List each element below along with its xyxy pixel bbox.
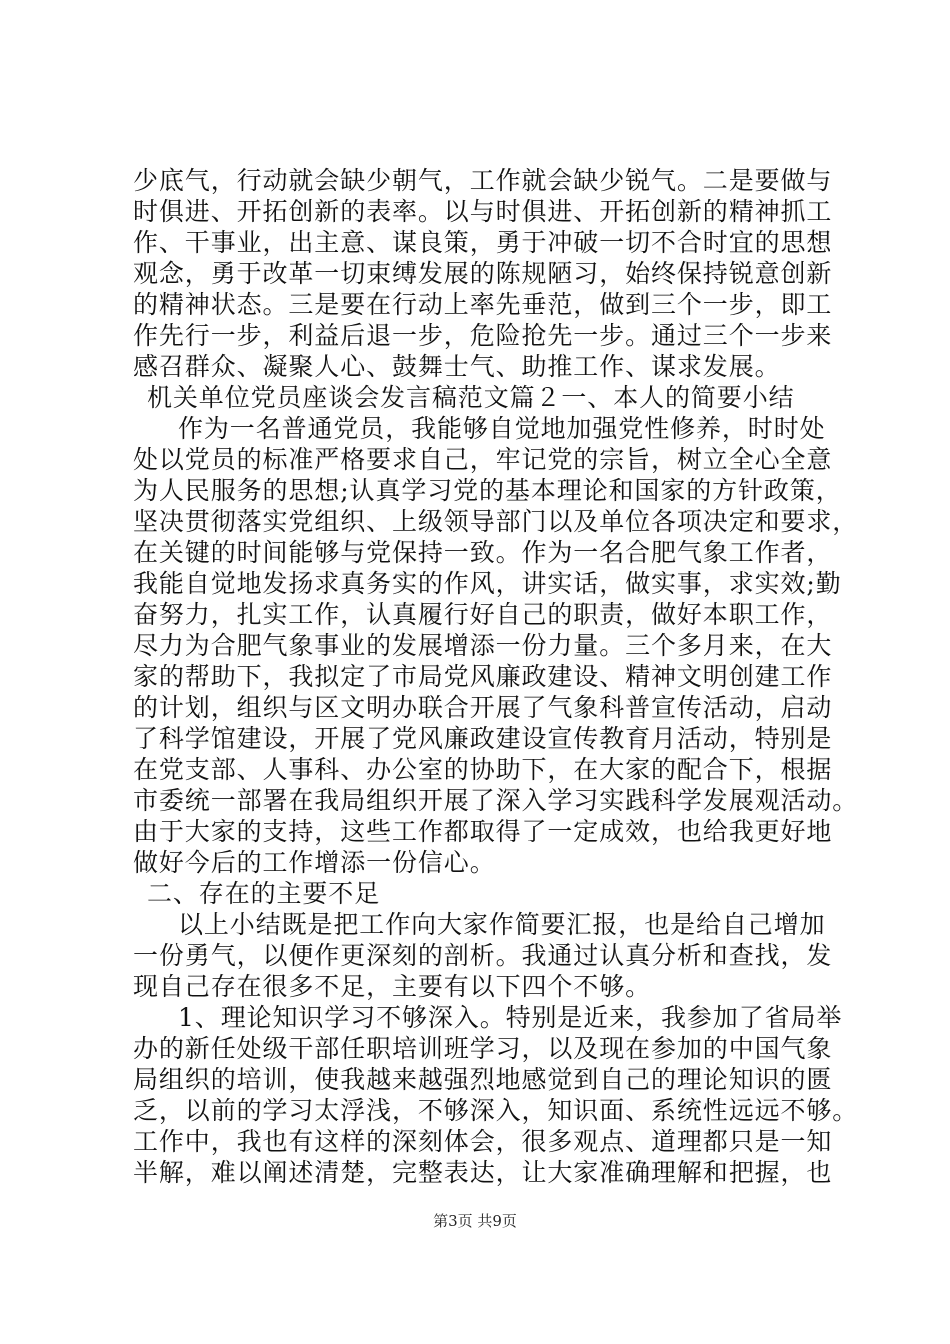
text-line: 市委统一部署在我局组织开展了深入学习实践科学发展观活动。 [133, 786, 859, 815]
text-line: 尽力为合肥气象事业的发展增添一份力量。三个多月来，在大 [133, 631, 833, 660]
document-body [133, 165, 859, 1188]
text-line: 感召群众、凝聚人心、鼓舞士气、助推工作、谋求发展。 [133, 352, 781, 381]
section-heading-line: 机关单位党员座谈会发言稿范文篇２一、本人的简要小结 [147, 383, 795, 412]
text-line: 少底气，行动就会缺少朝气，工作就会缺少锐气。二是要做与 [133, 166, 833, 195]
paragraph-first-line: 作为一名普通党员，我能够自觉地加强党性修养，时时处 [178, 414, 826, 443]
text-line: 坚决贯彻落实党组织、上级领导部门以及单位各项决定和要求， [133, 507, 859, 536]
text-line: 处以党员的标准严格要求自己，牢记党的宗旨，树立全心全意 [133, 445, 833, 474]
text-line: 由于大家的支持，这些工作都取得了一定成效，也给我更好地 [133, 817, 833, 846]
text-line: 奋努力，扎实工作，认真履行好自己的职责，做好本职工作， [133, 600, 833, 629]
text-line: 现自己存在很多不足，主要有以下四个不够。 [133, 972, 652, 1001]
text-line: 了科学馆建设，开展了党风廉政建设宣传教育月活动，特别是 [133, 724, 833, 753]
text-line: 工作中，我也有这样的深刻体会，很多观点、道理都只是一知 [133, 1127, 833, 1156]
page-footer [0, 1210, 950, 1231]
page-number-label: 第3页 共9页 [433, 1212, 517, 1230]
text-line: 我能自觉地发扬求真务实的作风，讲实话，做实事，求实效;勤 [133, 569, 842, 598]
text-line: 在关键的时间能够与党保持一致。作为一名合肥气象工作者， [133, 538, 833, 567]
text-line: 作、干事业，出主意、谋良策，勇于冲破一切不合时宜的思想 [133, 228, 833, 257]
paragraph-first-line: 1、理论知识学习不够深入。特别是近来，我参加了省局举 [178, 1003, 843, 1032]
text-line: 半解，难以阐述清楚，完整表达，让大家准确理解和把握，也 [133, 1158, 833, 1187]
text-line: 观念，勇于改革一切束缚发展的陈规陋习，始终保持锐意创新 [133, 259, 833, 288]
text-line: 在党支部、人事科、办公室的协助下，在大家的配合下，根据 [133, 755, 833, 784]
text-line: 乏，以前的学习太浮浅，不够深入，知识面、系统性远远不够。 [133, 1096, 859, 1125]
text-line: 办的新任处级干部任职培训班学习，以及现在参加的中国气象 [133, 1034, 833, 1063]
text-line: 时俱进、开拓创新的表率。以与时俱进、开拓创新的精神抓工 [133, 197, 833, 226]
section-heading-line: 二、存在的主要不足 [147, 879, 381, 908]
text-line: 做好今后的工作增添一份信心。 [133, 848, 496, 877]
text-line: 的精神状态。三是要在行动上率先垂范，做到三个一步，即工 [133, 290, 833, 319]
text-line: 为人民服务的思想;认真学习党的基本理论和国家的方针政策， [133, 476, 842, 505]
paragraph-first-line: 以上小结既是把工作向大家作简要汇报，也是给自己增加 [178, 910, 826, 939]
text-line: 局组织的培训，使我越来越强烈地感觉到自己的理论知识的匮 [133, 1065, 833, 1094]
text-line: 作先行一步，利益后退一步，危险抢先一步。通过三个一步来 [133, 321, 833, 350]
text-line: 的计划，组织与区文明办联合开展了气象科普宣传活动，启动 [133, 693, 833, 722]
text-line: 家的帮助下，我拟定了市局党风廉政建设、精神文明创建工作 [133, 662, 833, 691]
text-line: 一份勇气，以便作更深刻的剖析。我通过认真分析和查找，发 [133, 941, 833, 970]
